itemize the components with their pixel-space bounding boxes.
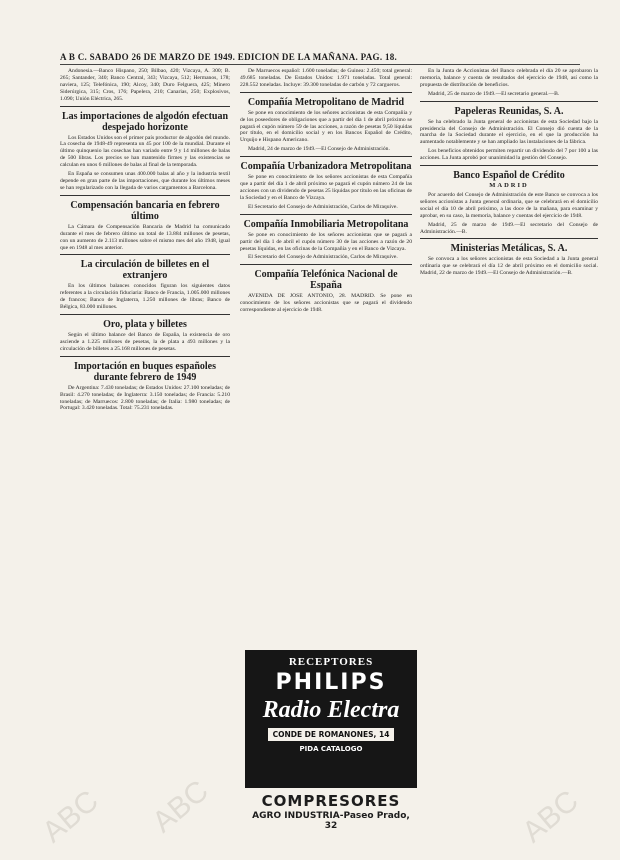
ad-catalog: PIDA CATALOGO [299, 745, 363, 753]
paragraph: En los últimos balances conocidos figuran los siguientes datos referentes a la circulación fiduciaria: Banco de Francia, 1.005.000 millones de francos; Banco de Inglaterra, 1.250 millones de libras; Banco de Bélgica, 83.000 millones. [60, 283, 230, 311]
ad-agro-industria: AGRO INDUSTRIA-Paseo Prado, 32 [252, 811, 410, 831]
section-heading: Banco Español de Crédito [453, 170, 565, 182]
paragraph: Madrid, 25 de marzo de 1949.—El secretario general.—B. [428, 90, 560, 97]
section-rule [240, 156, 412, 157]
paragraph: Se pone en conocimiento de los señores accionistas de esta Compañía y de los poseedores de obligaciones que a partir del día 1 de abril próximo se pagará el cupón número 59 de las acciones, a razón de pesetas 9,50 líquidas por título, en el domicilio social y en los Bancos Español de Crédito, Urquijo e Hispano Americano. [240, 109, 412, 144]
paragraph: Madrid, 25 de marzo de 1949.—El secretario del Consejo de Administración.—B. [420, 221, 598, 235]
ad-dark-panel [245, 650, 417, 788]
paragraph: Se pone en conocimiento de los señores accionistas que se pagará a partir del día 1 de abril el cupón número 30 de las acciones a razón de 20 pesetas líquidas, en las oficinas de la Compañía y en el Banco de Vizcaya. [240, 231, 412, 252]
section-heading: Ministerias Metálicas, S. A. [450, 243, 568, 255]
paragraph: De Argentina: 7.430 toneladas; de Estados Unidos: 27.100 toneladas; de Brasil: 4.270 toneladas; de Inglaterra: 3.150 toneladas; de Francia: 5.210 toneladas; de Marruecos: 2.800 toneladas; de Italia: 1.980 toneladas; de Portugal: 3.420 toneladas. Total: 75.231 toneladas. [60, 384, 230, 412]
ad-radio-electra: Radio Electra [262, 697, 400, 723]
section-rule [240, 92, 412, 93]
column-2 [240, 68, 412, 316]
section-rule [60, 195, 230, 196]
section-subheading: MADRID [489, 182, 529, 190]
section-rule [420, 238, 598, 239]
ad-compresores-block [245, 792, 417, 831]
section-heading: Compañía Metropolitano de Madrid [247, 96, 405, 108]
paragraph: Madrid, 24 de marzo de 1949.—El Consejo de Administración. [248, 146, 390, 153]
section-heading: La circulación de billetes en el extranjero [80, 259, 210, 282]
paragraph: Por acuerdo del Consejo de Administración de este Banco se convoca a los señores accionistas a Junta general ordinaria, que se celebrará en el domicilio social el día 10 de abril próximo, a las doce de la mañana, para examinar y aprobar, en su caso, la memoria, balance y cuentas del ejercicio de 1948. [420, 191, 598, 219]
ad-address: CONDE DE ROMANONES, 14 [268, 728, 395, 741]
section-rule [60, 314, 230, 315]
section-rule [420, 101, 598, 102]
paragraph: En la Junta de Accionistas del Banco celebrada el día 20 se aprobaron la memoria, balance y cuenta de resultados del ejercicio de 1948, así como la propuesta de distribución de beneficios. [420, 68, 598, 88]
section-heading: Compensación bancaria en febrero último [70, 199, 220, 222]
column-3 [420, 68, 598, 279]
section-rule [60, 356, 230, 357]
section-heading: Compañía Telefónica Nacional de España [254, 269, 398, 292]
philips-advertisement [245, 650, 417, 860]
watermark-abc: ABC [516, 784, 585, 850]
page-header [60, 52, 580, 62]
paragraph: El Secretario del Consejo de Administración, Carlos de Miraquive. [248, 254, 398, 261]
paragraph: En España se consumen unas 400.000 balas al año y la industria textil depende en gran parte de las importaciones, que durante los últimos meses se han regularizado con la llegada de varios cargamentos a Barcelona. [60, 171, 230, 191]
watermark-abc: ABC [146, 774, 215, 840]
header-line: A B C. SABADO 26 DE MARZO DE 1949. EDICION DE LA MAÑANA. PAG. 18. [60, 52, 398, 62]
paragraph: Andonesia.—Banco Hispano, 250; Bilbao, 420; Vizcaya, A. 300; B. 265; Santander, 340; Banco Central, 343; Vizcaya, 512; Hermanos, 178; naviera, 125; Telefónica, 190; Alcoy, 340; Duro Felguera, 425; Minero Siderúrgica, 315; Cros, 176; Papelera, 210; Canarias, 250; Explosivos, 1.090; Unión Eléctrica, 265. [60, 68, 230, 102]
paragraph: Los Estados Unidos son el primer país productor de algodón del mundo. La cosecha de 1948-49 representa un 45 por 100 de la mundial. Durante el último quinquenio las cosechas han variado entre 9 y 14 millones de balas de 500 libras. Los precios se han mantenido firmes y las existencias se calculan en unos 6 millones de balas al final de la temporada. [60, 134, 230, 169]
section-heading: Compañía Urbanizadora Metropolitana [240, 161, 412, 173]
paragraph: Los beneficios obtenidos permiten repartir un dividendo del 7 por 100 a las acciones. La Junta aprobó por unanimidad la gestión del Consejo. [420, 148, 598, 162]
paragraph: Se ha celebrado la Junta general de accionistas de esta Sociedad bajo la presidencia del Consejo de Administración. El Consejo dió cuenta de la marcha de la Sociedad durante el ejercicio, en el que la producción ha aumentado notablemente y se han ampliado las instalaciones de la fábrica. [420, 118, 598, 146]
paragraph: Se pone en conocimiento de los señores accionistas de esta Compañía que a partir del día 1 de abril próximo se pagará el cupón número 24 de las acciones con un dividendo de pesetas 25 líquidas por título en las oficinas de la Sociedad y en el Banco de Vizcaya. [240, 174, 412, 201]
section-heading: Importación en buques españoles durante febrero de 1949 [74, 360, 216, 383]
column-1 [60, 68, 230, 414]
ad-receptores: RECEPTORES [288, 656, 374, 668]
watermark-abc: ABC [36, 784, 105, 850]
section-heading: Las importaciones de algodón efectuan despejado horizonte [61, 110, 229, 133]
ad-compresores: COMPRESORES [261, 792, 401, 810]
section-heading: Compañía Inmobiliaria Metropolitana [243, 218, 409, 230]
paragraph: Según el último balance del Banco de España, la existencia de oro asciende a 1.225 millones de pesetas, la de plata a 493 millones y la circulación de billetes a 25.168 millones de pesetas. [60, 332, 230, 352]
section-rule [420, 165, 598, 166]
paragraph: La Cámara de Compensación Bancaria de Madrid ha comunicado durante el mes de febrero último un total de 13.884 millones de pesetas, con un aumento de 2.113 millones sobre el mismo mes del año 1948, igual que en 1948 al mes anterior. [60, 223, 230, 251]
section-rule [60, 254, 230, 255]
ad-brand: PHILIPS [275, 670, 387, 695]
section-rule [240, 264, 412, 265]
paragraph: De Marruecos español: 1.600 toneladas; de Guinea: 2.450; total general: 49.685 toneladas. De Estados Unidos: 1.971 toneladas. Total general: 228.552 toneladas. Incluye: 39.300 toneladas de carbón y 72 cargueros. [240, 68, 412, 88]
section-heading: Papeleras Reunidas, S. A. [454, 105, 564, 117]
header-rule [60, 64, 580, 65]
paragraph: El Secretario del Consejo de Administración, Carlos de Miraquive. [248, 203, 398, 210]
section-rule [240, 214, 412, 215]
section-heading: Oro, plata y billetes [103, 319, 187, 331]
section-rule [60, 106, 230, 107]
paragraph: Se convoca a los señores accionistas de esta Sociedad a la Junta general ordinaria que se celebrará el día 12 de abril próximo en el domicilio social. Madrid, 22 de marzo de 1949.—El Consejo de Administración.—B. [420, 256, 598, 277]
paragraph: AVENIDA DE JOSE ANTONIO, 28. MADRID. Se pone en conocimiento de los señores accionistas que se pagará el dividendo correspondiente al ejercicio de 1948. [240, 293, 412, 314]
